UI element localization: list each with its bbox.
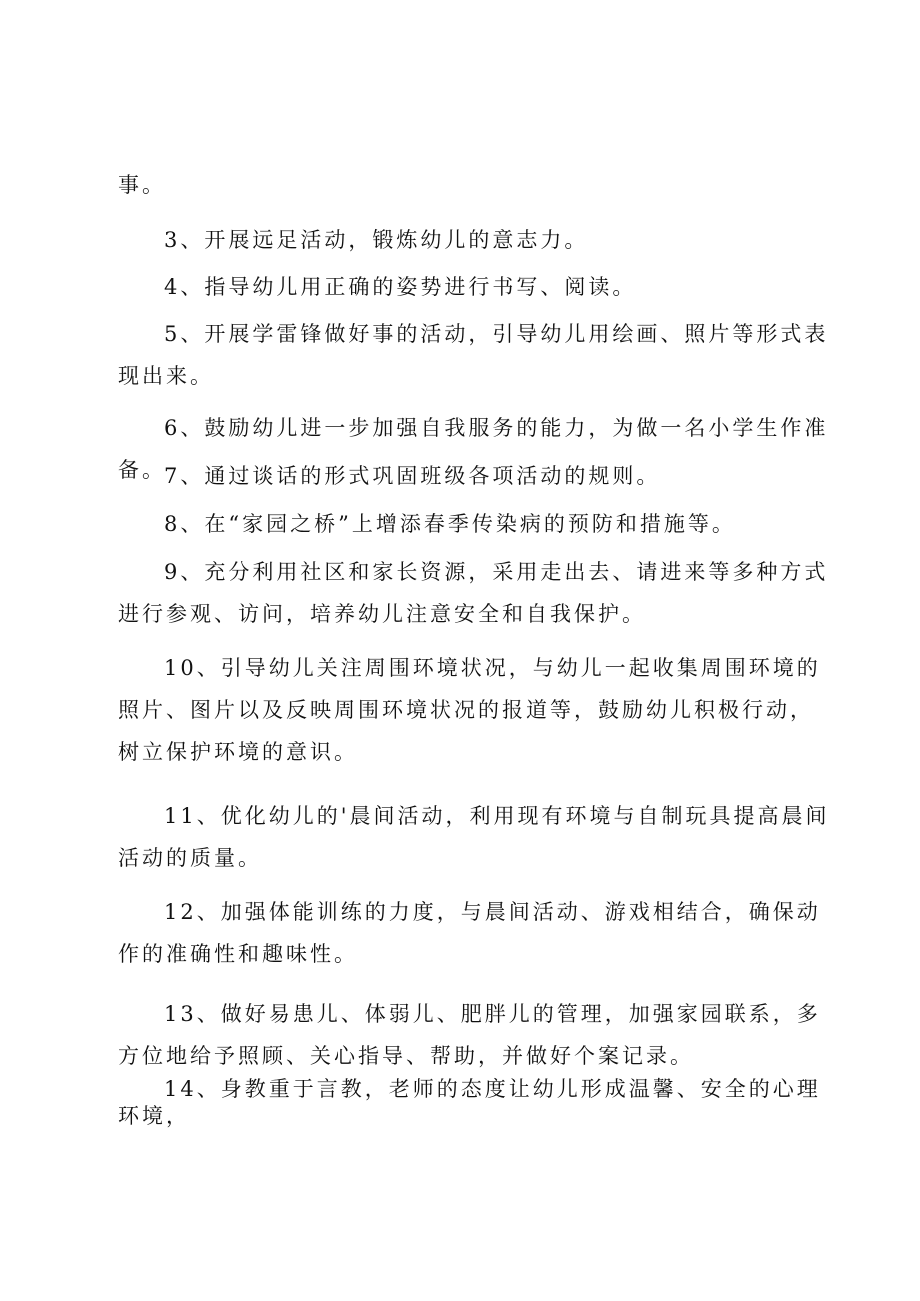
paragraph-item-10: 10、引导幼儿关注周围环境状况，与幼儿一起收集周围环境的照片、图片以及反映周围环境状况的报道等，鼓励幼儿积极行动，树立保护环境的意识。 (118, 656, 821, 764)
paragraph-item-7: 7、通过谈话的形式巩固班级各项活动的规则。 (164, 464, 661, 488)
paragraph-item-4: 4、指导幼儿用正确的姿势进行书写、阅读。 (164, 275, 637, 299)
paragraph-item-14: 14、身教重于言教，老师的态度让幼儿形成温馨、安全的心理环境， (118, 1077, 821, 1128)
paragraph-item-3: 3、开展远足活动，锻炼幼儿的意志力。 (164, 228, 589, 252)
paragraph-item-9: 9、充分利用社区和家长资源，采用走出去、请进来等多种方式进行参观、访问，培养幼儿注意安全和自我保护。 (118, 560, 829, 626)
paragraph-item-13: 13、做好易患儿、体弱儿、肥胖儿的管理，加强家园联系，多方位地给予照顾、关心指导、帮助，并做好个案记录。 (118, 1002, 821, 1068)
paragraph-item-8: 8、在“家园之桥”上增添春季传染病的预防和措施等。 (164, 512, 736, 536)
paragraph-item-5: 5、开展学雷锋做好事的活动，引导幼儿用绘画、照片等形式表现出来。 (118, 322, 829, 388)
paragraph-item-12: 12、加强体能训练的力度，与晨间活动、游戏相结合，确保动作的准确性和趣味性。 (118, 900, 821, 966)
paragraph-continuation: 事。 (118, 173, 166, 197)
paragraph-item-11: 11、优化幼儿的'晨间活动，利用现有环境与自制玩具提高晨间活动的质量。 (118, 804, 830, 870)
paragraph-item-6: 6、鼓励幼儿进一步加强自我服务的能力，为做一名小学生作准备。 (118, 416, 829, 482)
